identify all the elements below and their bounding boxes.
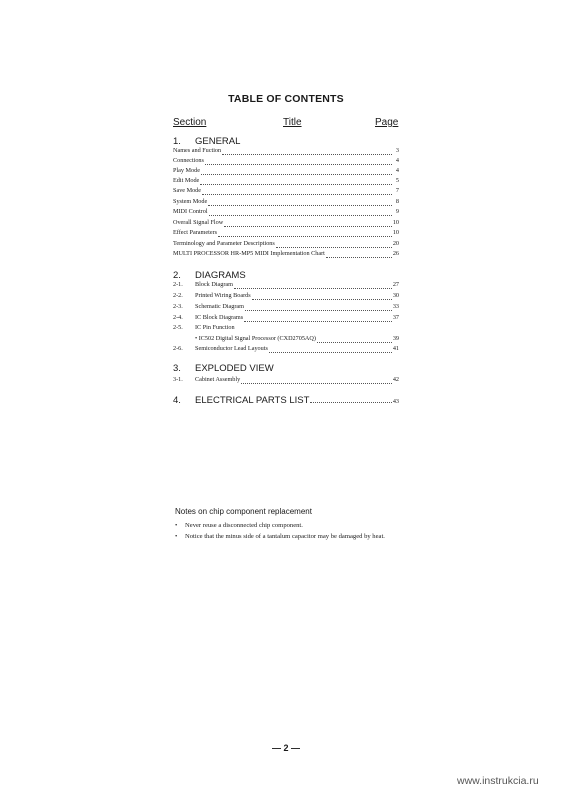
- section-number: 2.: [173, 270, 181, 281]
- toc-entry[interactable]: [173, 375, 399, 385]
- leader-dots: [205, 158, 392, 165]
- entry-title: MULTI PROCESSOR HR-MP5 MIDI Implementation Chart: [173, 250, 325, 257]
- leader-dots: [269, 346, 392, 353]
- leader-dots: [252, 293, 392, 300]
- leader-dots: [244, 315, 392, 322]
- section-name: DIAGRAMS: [195, 270, 246, 281]
- entry-number: 2-5.: [173, 324, 183, 331]
- watermark: www.instrukcia.ru: [457, 775, 539, 787]
- entry-page: 9: [395, 208, 399, 215]
- section-number: 3.: [173, 363, 181, 374]
- entry-page: 30: [392, 292, 399, 299]
- toc-entry[interactable]: [173, 302, 399, 312]
- toc-entry[interactable]: [173, 207, 399, 217]
- notes-block: [175, 507, 405, 542]
- toc-entry[interactable]: [173, 313, 399, 323]
- entry-number: 2-6.: [173, 345, 183, 352]
- toc-entry[interactable]: [173, 280, 399, 290]
- column-header-title: Title: [283, 117, 302, 128]
- bullet-icon: •: [175, 522, 178, 529]
- entry-page: 39: [392, 335, 399, 342]
- entry-title: Save Mode: [173, 187, 202, 194]
- section-number: 4.: [173, 395, 181, 406]
- leader-dots: [218, 230, 392, 237]
- toc-entry[interactable]: [173, 166, 399, 176]
- leader-dots: [202, 188, 392, 195]
- toc-entry[interactable]: [173, 239, 399, 249]
- entry-page: 8: [395, 198, 399, 205]
- entry-title: Edit Mode: [173, 177, 200, 184]
- toc-entry[interactable]: [173, 176, 399, 186]
- entry-title: Printed Wiring Boards: [195, 292, 251, 299]
- entry-page: 42: [392, 376, 399, 383]
- note-item: [175, 531, 405, 542]
- entry-number: 3-1.: [173, 376, 183, 383]
- leader-dots: [310, 395, 391, 403]
- leader-dots: [234, 282, 392, 289]
- toc-entry[interactable]: [173, 249, 399, 259]
- toc-entry[interactable]: [173, 323, 399, 333]
- entry-page: 27: [392, 281, 399, 288]
- entry-title: Cabinet Assembly: [195, 376, 241, 383]
- leader-dots: [209, 209, 392, 216]
- entry-page: 5: [395, 177, 399, 184]
- entry-page: 26: [392, 250, 399, 257]
- note-text: Notice that the minus side of a tantalum capacitor may be damaged by heat.: [185, 533, 385, 540]
- toc-entry[interactable]: [173, 197, 399, 207]
- toc-entry[interactable]: [173, 228, 399, 238]
- entry-title: Semiconductor Lead Layouts: [195, 345, 268, 352]
- section-name: EXPLODED VIEW: [195, 363, 274, 374]
- leader-dots: [245, 304, 392, 311]
- page-number: — 2 —: [271, 743, 300, 753]
- toc-entry[interactable]: [173, 186, 399, 196]
- leader-dots: [200, 178, 392, 185]
- entry-number: 2-4.: [173, 314, 183, 321]
- entry-title: MIDI Control: [173, 208, 208, 215]
- entry-number: 2-1.: [173, 281, 183, 288]
- note-text: Never reuse a disconnected chip component.: [185, 522, 303, 529]
- entry-title: Block Diagram: [195, 281, 233, 288]
- bullet-icon: •: [175, 533, 178, 540]
- entry-page: 37: [392, 314, 399, 321]
- toc-entry[interactable]: [173, 218, 399, 228]
- entry-title: • IC502 Digital Signal Processor (CXD2705AQ): [195, 335, 316, 342]
- entry-title: IC Block Diagrams: [195, 314, 244, 321]
- toc-entry-electrical-parts-list[interactable]: [173, 395, 399, 407]
- entry-title: System Mode: [173, 198, 208, 205]
- notes-heading: Notes on chip component replacement: [175, 507, 312, 516]
- entry-page: 10: [392, 229, 399, 236]
- column-header-section: Section: [173, 117, 207, 128]
- entry-title: Names and Fuction: [173, 147, 222, 154]
- entry-page: 41: [392, 345, 399, 352]
- entry-title: Schematic Diagram: [195, 303, 244, 310]
- section-name: GENERAL: [195, 136, 241, 147]
- toc-entry[interactable]: [173, 146, 399, 156]
- entry-title: Overall Signal Flow: [173, 219, 224, 226]
- toc-entry[interactable]: [173, 344, 399, 354]
- leader-dots: [222, 148, 392, 155]
- section-heading-exploded-view: [173, 363, 274, 374]
- entry-page: 4: [395, 167, 399, 174]
- toc-entry[interactable]: [173, 334, 399, 344]
- section-name: ELECTRICAL PARTS LIST: [195, 395, 310, 406]
- entry-page: 4: [395, 157, 399, 164]
- leader-dots: [276, 241, 392, 248]
- leader-dots: [201, 168, 392, 175]
- entry-page: 33: [392, 303, 399, 310]
- entry-page: 3: [395, 147, 399, 154]
- section-number: 1.: [173, 136, 181, 147]
- entry-title: Play Mode: [173, 167, 200, 174]
- entry-title: Connections: [173, 157, 204, 164]
- entry-title: Effect Parameters: [173, 229, 218, 236]
- leader-dots: [208, 199, 392, 206]
- entry-page: 10: [392, 219, 399, 226]
- note-item: [175, 520, 405, 531]
- entry-page: 7: [395, 187, 399, 194]
- entry-page: 43: [392, 398, 399, 405]
- entry-number: 2-3.: [173, 303, 183, 310]
- toc-entry[interactable]: [173, 291, 399, 301]
- leader-dots: [326, 251, 392, 258]
- leader-dots: [241, 377, 392, 384]
- toc-entry[interactable]: [173, 156, 399, 166]
- entry-title: Terminology and Parameter Descriptions: [173, 240, 275, 247]
- leader-dots: [317, 336, 392, 343]
- entry-title: IC Pin Function: [195, 324, 235, 331]
- page-title: TABLE OF CONTENTS: [228, 93, 344, 105]
- entry-page: 20: [392, 240, 399, 247]
- leader-dots: [224, 220, 392, 227]
- entry-number: 2-2.: [173, 292, 183, 299]
- column-header-page: Page: [375, 117, 399, 128]
